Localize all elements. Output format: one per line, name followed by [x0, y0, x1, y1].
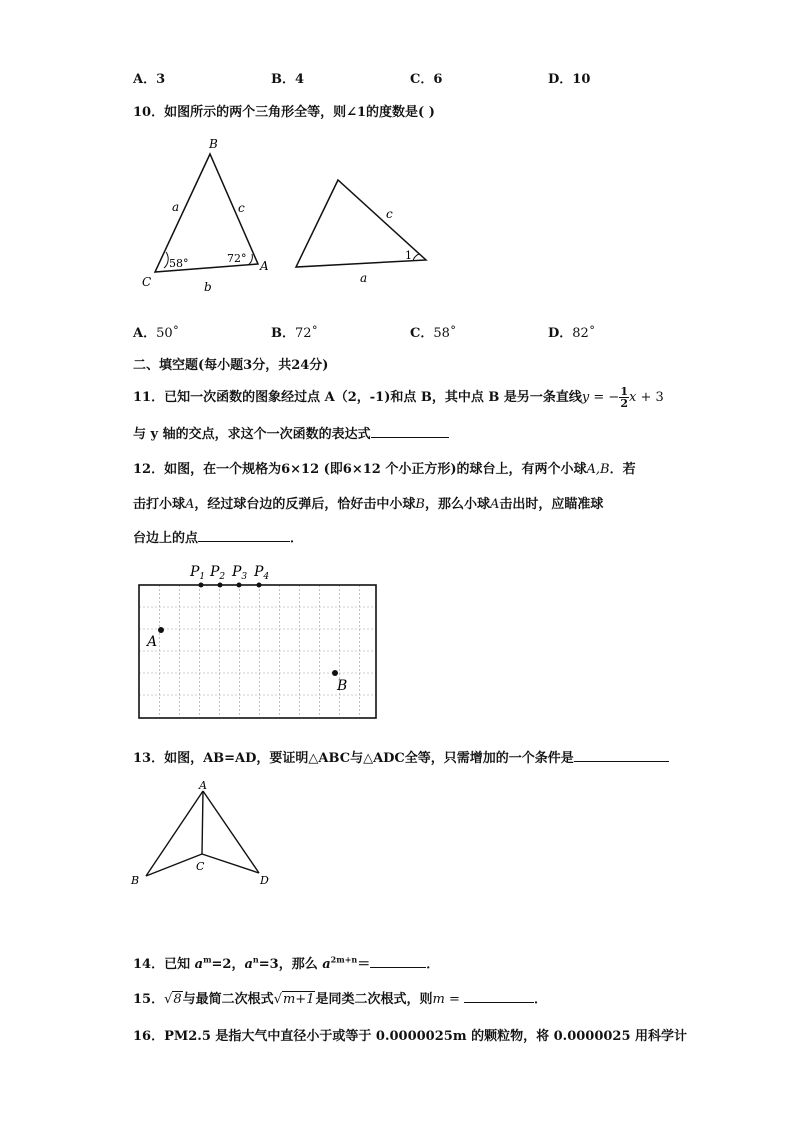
q13-answer-blank[interactable]: [574, 749, 669, 762]
table-border: [139, 585, 376, 718]
q14-answer-blank[interactable]: [370, 955, 426, 968]
q10-figure: [130, 130, 450, 300]
q9-option-b: B．4: [271, 72, 305, 87]
label-1: 1: [405, 249, 412, 262]
label-p3: $P_3$: [232, 564, 248, 582]
angle-c-label: 58°: [169, 257, 189, 270]
q10-option-b: B．72˚: [271, 326, 319, 341]
label-B: B: [209, 137, 218, 151]
q14-stem: 14．已知 $a^m=2$，$a^n=3$，那么 $a^{2m+n}=$ ．: [133, 954, 440, 972]
q16-stem: 16．PM2.5 是指大气中直径小于或等于 0.0000025m 的颗粒物，将 0.0000025 用科学计: [133, 1029, 688, 1044]
angle-c-arc: [164, 252, 168, 268]
q9-option-d: D．10: [548, 72, 591, 87]
ball-b: [332, 670, 338, 676]
q12-line3: 台边上的点 ．: [133, 531, 304, 546]
table-grid: [139, 585, 376, 718]
ball-a: [158, 627, 164, 633]
label-ball-a: A: [147, 634, 158, 650]
q10-option-a: A．50˚: [133, 326, 180, 341]
q9-option-c: C．6: [410, 72, 443, 87]
q13-figure: [128, 776, 278, 891]
q12-answer-blank[interactable]: [198, 529, 290, 542]
q9-option-a: A．3: [133, 72, 166, 87]
point-p2: [218, 583, 223, 588]
label-b: b: [204, 280, 212, 294]
label-a: A: [199, 779, 207, 792]
q15-stem: 15．√8与最简二次根式√m+1是同类二次根式，则m = ．: [133, 992, 548, 1007]
label-b: B: [131, 874, 140, 887]
label-c-right: c: [386, 207, 393, 221]
q15-answer-blank[interactable]: [464, 990, 534, 1003]
q11-answer-blank[interactable]: [371, 425, 449, 438]
q12-line1: 12．如图，在一个规格为6×12 (即6×12 个小正方形)的球台上，有两个小球A,B．若: [133, 462, 636, 477]
angle-a-label: 72°: [227, 252, 247, 265]
fraction: $\frac{1}{2}$: [620, 385, 628, 410]
sqrt-m-plus-1: m+1: [282, 992, 315, 1007]
point-p3: [237, 583, 242, 588]
label-ball-b: B: [337, 678, 348, 694]
angle-a-arc: [248, 254, 252, 265]
label-p4: $P_4$: [254, 564, 270, 582]
label-A: A: [260, 259, 269, 273]
label-p1: $P_1$: [190, 564, 206, 582]
label-p2: $P_2$: [210, 564, 226, 582]
label-d: D: [260, 874, 269, 887]
q10-option-c: C．58˚: [410, 326, 457, 341]
q10-stem: 10．如图所示的两个三角形全等，则∠1的度数是( ): [133, 105, 435, 120]
point-p4: [257, 583, 262, 588]
label-a: a: [172, 200, 180, 214]
q11-line2: 与 y 轴的交点，求这个一次函数的表达式: [133, 423, 449, 442]
q12-line2: 击打小球A，经过球台边的反弹后，恰好击中小球B，那么小球A击出时，应瞄准球: [133, 497, 604, 512]
point-p1: [199, 583, 204, 588]
q10-option-d: D．82˚: [548, 326, 596, 341]
label-c: c: [238, 201, 245, 215]
q12-billiard-table: [130, 555, 385, 725]
label-c: C: [196, 860, 205, 873]
sqrt-8: 8: [173, 992, 182, 1007]
label-a-right: a: [360, 271, 368, 285]
label-C: C: [142, 275, 152, 289]
q11-line1: 11．已知一次函数的图象经过点 A（2，-1)和点 B，其中点 B 是另一条直线y = − $\frac{1}{2}$ x + 3: [133, 385, 664, 410]
q13-stem: 13．如图，AB=AD，要证明△ABC与△ADC全等，只需增加的一个条件是: [133, 747, 669, 766]
section-heading: 二、填空题(每小题3分，共24分): [133, 358, 329, 373]
